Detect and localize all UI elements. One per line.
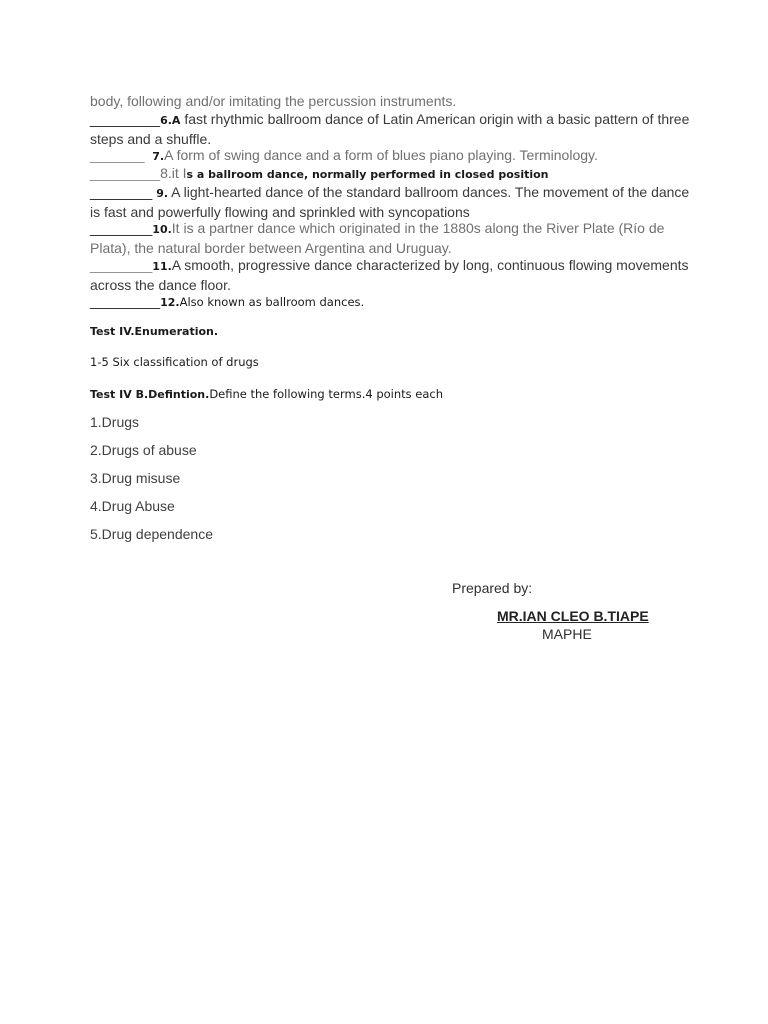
question-text: A form of swing dance and a form of blues piano playing. Terminology.	[164, 147, 598, 163]
question-number: 12.	[160, 296, 180, 309]
definition-item: 1.Drugs	[90, 414, 140, 430]
definition-item: 3.Drug misuse	[90, 470, 181, 486]
question-11	[90, 256, 690, 294]
definition-item: 2.Drugs of abuse	[90, 442, 197, 458]
line-body-percussion: body, following and/or imitating the percussion instruments.	[90, 93, 457, 109]
answer-blank: _________	[90, 165, 161, 181]
answer-blank: _______	[90, 147, 145, 163]
question-number: 8.it I	[160, 165, 187, 181]
test-iv-title: Test IV.Enumeration.	[90, 325, 219, 338]
answer-blank: ________	[90, 220, 153, 236]
preparer-name: MR.IAN CLEO B.TIAPE	[497, 608, 649, 624]
answer-blank: ________	[90, 184, 153, 200]
question-number: 9.	[156, 187, 169, 200]
definition-item: 4.Drug Abuse	[90, 498, 175, 514]
question-number: 10.	[152, 223, 172, 236]
question-text: It is a partner dance which originated in the 1880s along the River Plate (Río de Plata), the natural border between Argentina and Uruguay.	[90, 220, 665, 256]
question-text: s a ballroom dance, normally performed in closed position	[186, 168, 549, 181]
test-iv-b-heading	[90, 384, 690, 404]
definition-item: 5.Drug dependence	[90, 526, 213, 542]
test-iv-b-instruction: Define the following terms.4 points each	[209, 387, 444, 401]
answer-blank: ________	[90, 257, 153, 273]
question-text: Also known as ballroom dances.	[179, 295, 365, 309]
question-number: 11.	[152, 260, 172, 273]
question-12	[90, 292, 690, 312]
question-text: A smooth, progressive dance characterized by long, continuous flowing movements across the dance floor.	[90, 257, 689, 293]
enumeration-item: 1-5 Six classification of drugs	[90, 355, 259, 369]
prepared-by-label: Prepared by:	[452, 580, 533, 596]
question-number: 7.	[152, 150, 165, 163]
question-text: fast rhythmic ballroom dance of Latin American origin with a basic pattern of three steps and a shuffle.	[90, 111, 690, 147]
answer-blank: _________	[90, 111, 161, 127]
question-6	[90, 110, 690, 148]
question-7	[90, 146, 690, 166]
preparer-title: MAPHE	[542, 626, 592, 642]
question-number: 6.A	[160, 114, 181, 127]
question-10	[90, 219, 690, 257]
question-text: A light-hearted dance of the standard ballroom dances. The movement of the dance is fast and powerfully flowing and sprinkled with syncopations	[90, 184, 690, 220]
answer-blank: _________	[90, 293, 161, 309]
question-9	[90, 183, 690, 221]
test-iv-b-title: Test IV B.Defintion.	[90, 388, 210, 401]
question-8	[90, 164, 690, 184]
